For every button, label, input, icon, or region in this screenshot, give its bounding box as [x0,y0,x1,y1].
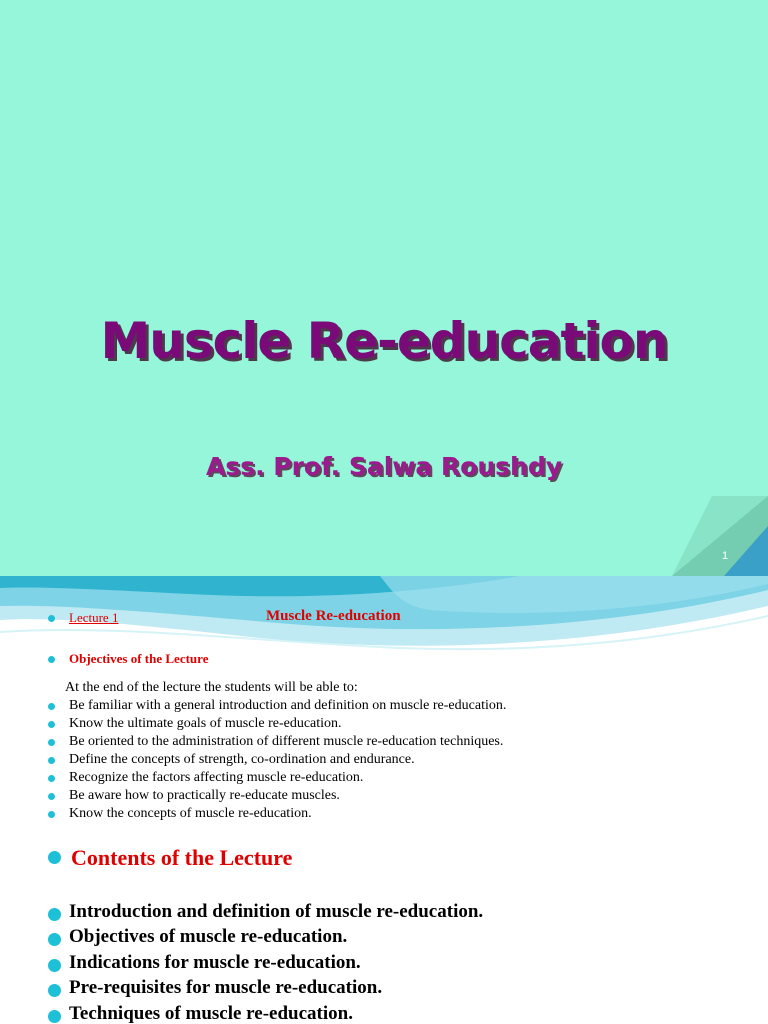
list-item: Be familiar with a general introduction and definition on muscle re-education. [69,698,507,713]
objectives-heading: Objectives of the Lecture [69,651,209,666]
bullet-icon [48,1010,61,1023]
bullet-icon [48,851,61,864]
bullet-icon [48,908,61,921]
objectives-intro: At the end of the lecture the students will be able to: [65,680,358,695]
bullet-icon [48,984,61,997]
bullet-icon [48,703,55,710]
corner-decoration [672,496,768,576]
bullet-icon [48,739,55,746]
list-item: Techniques of muscle re-education. [69,1003,353,1024]
list-item: Know the concepts of muscle re-education. [69,806,312,821]
list-item: Be aware how to practically re-educate muscles. [69,788,340,803]
bullet-icon [48,656,55,663]
bullet-icon [48,721,55,728]
lecture-label: Lecture 1 [69,610,119,625]
list-item: Recognize the factors affecting muscle re-education. [69,770,364,785]
bullet-icon [48,615,55,622]
list-item: Define the concepts of strength, co-ordination and endurance. [69,752,415,767]
bullet-icon [48,811,55,818]
list-item: Know the ultimate goals of muscle re-education. [69,716,342,731]
lecture-slide [0,576,768,1024]
list-item: Introduction and definition of muscle re-education. [69,901,484,922]
bullet-icon [48,757,55,764]
list-item: Objectives of muscle re-education. [69,926,348,947]
bullet-icon [48,959,61,972]
list-item: Be oriented to the administration of different muscle re-education techniques. [69,734,504,749]
slide-number: 1 [722,550,729,562]
bullet-icon [48,933,61,946]
lecture-title: Muscle Re-education [266,608,401,624]
slide-title: Muscle Re-education [100,312,668,370]
list-item: Pre-requisites for muscle re-education. [69,977,383,998]
contents-heading: Contents of the Lecture [71,845,293,870]
bullet-icon [48,775,55,782]
list-item: Indications for muscle re-education. [69,952,361,973]
slide-subtitle: Ass. Prof. Salwa Roushdy [205,452,563,481]
bullet-icon [48,793,55,800]
